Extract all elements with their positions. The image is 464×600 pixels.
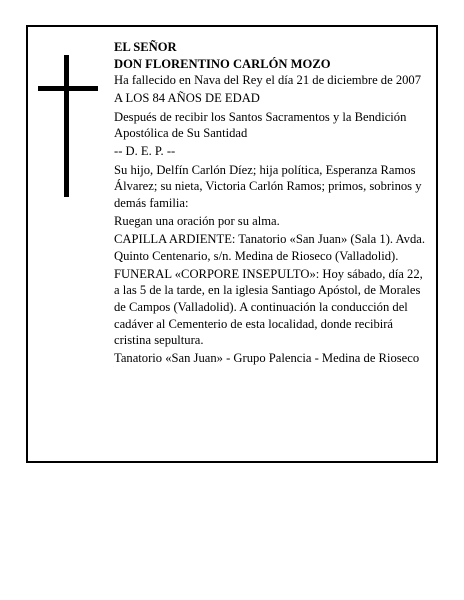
funeral-info: FUNERAL «CORPORE INSEPULTO»: Hoy sábado, día 22, a las 5 de la tarde, en la iglesia Santiago Apóstol, de Morales de Campos (Valladolid). A continuación la conducción del cadáver al Cementerio de esta localidad, donde recibirá cristina sepultura. bbox=[114, 266, 423, 348]
cross-icon bbox=[38, 55, 98, 197]
sacraments-line: Después de recibir los Santos Sacramentos y la Bendición Apostólica de Su Santidad bbox=[114, 109, 407, 141]
cross-horizontal-bar bbox=[38, 86, 98, 91]
rip-line: -- D. E. P. -- bbox=[114, 144, 176, 159]
cross-vertical-bar bbox=[64, 55, 69, 197]
family-line: Su hijo, Delfín Carlón Díez; hija política, Esperanza Ramos Álvarez; su nieta, Victoria Carlón Ramos; primos, sobrinos y demás familia: bbox=[114, 162, 422, 210]
chapel-info: CAPILLA ARDIENTE: Tanatorio «San Juan» (Sala 1). Avda. Quinto Centenario, s/n. Medina de Rioseco (Valladolid). bbox=[114, 232, 426, 263]
age-line: A LOS 84 AÑOS DE EDAD bbox=[114, 91, 260, 106]
notice-title-line-1: EL SEÑOR bbox=[114, 40, 177, 54]
funeral-home-credit: Tanatorio «San Juan» - Grupo Palencia - Medina de Rioseco bbox=[114, 351, 420, 366]
obituary-text bbox=[114, 39, 426, 369]
prayer-request: Ruegan una oración por su alma. bbox=[114, 213, 280, 228]
death-announcement: Ha fallecido en Nava del Rey el día 21 de diciembre de 2007 bbox=[114, 73, 422, 88]
deceased-name: DON FLORENTINO CARLÓN MOZO bbox=[114, 56, 331, 71]
